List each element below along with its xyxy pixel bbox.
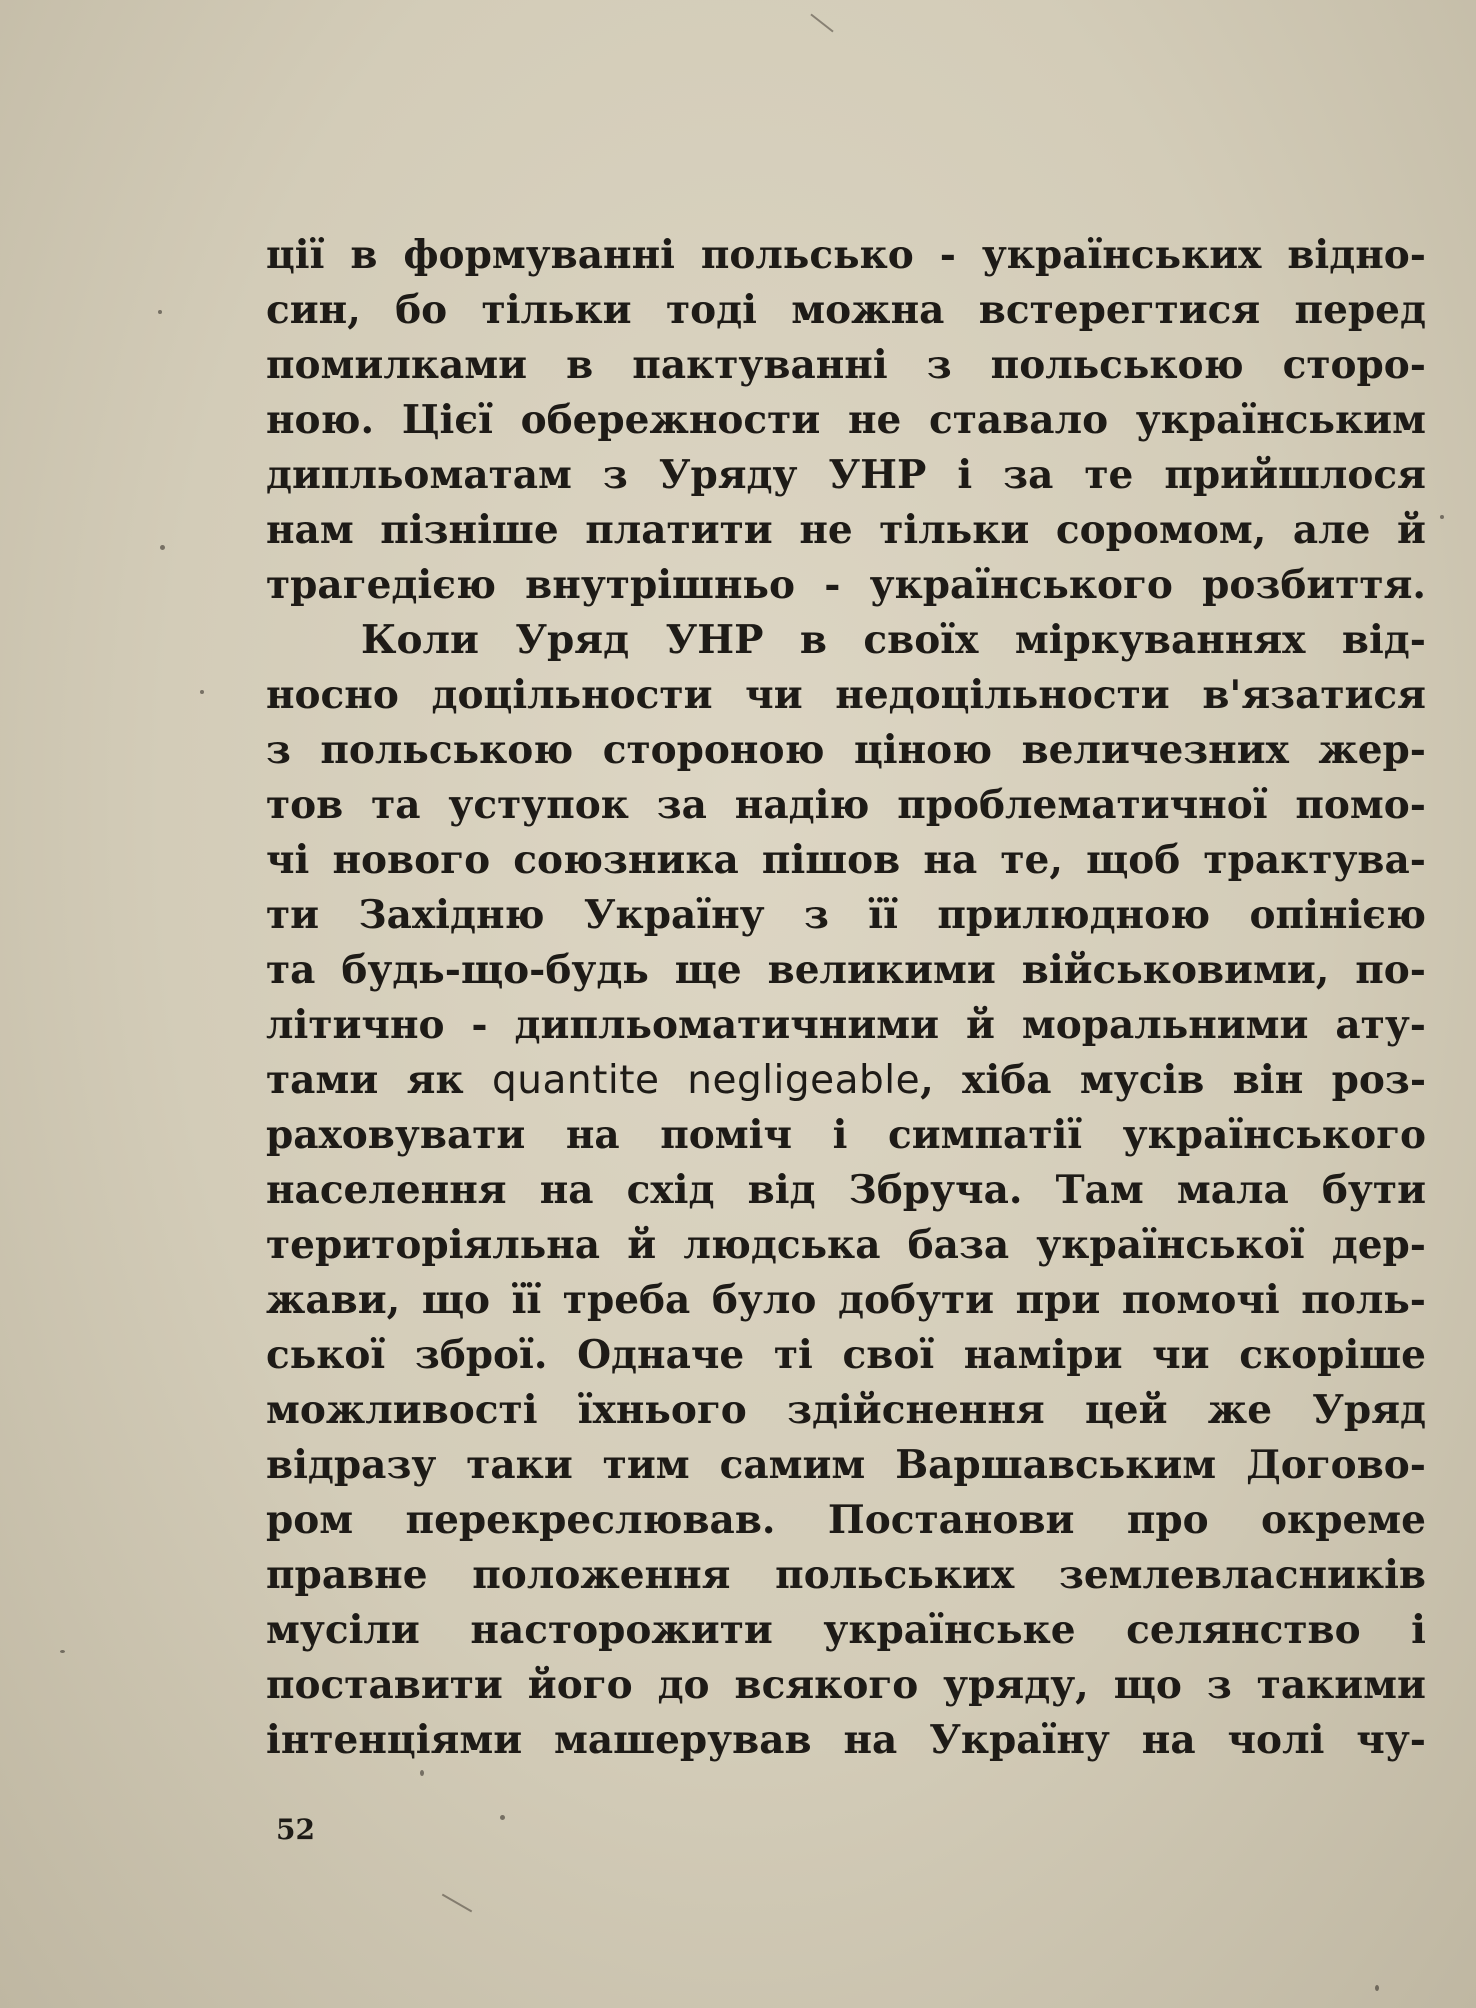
- foreign-phrase: quantite negligeable: [492, 1058, 921, 1103]
- scan-mark: [810, 14, 833, 33]
- text-line: тов та уступок за надію проблематичної помо-: [266, 782, 1426, 828]
- text-line: можливості їхнього здійснення цей же Уряд: [266, 1387, 1426, 1433]
- text-line: дипльоматам з Уряду УНР і за те прийшлося: [266, 452, 1426, 498]
- paragraph-start-line: Коли Уряд УНР в своїх міркуваннях від-: [361, 617, 1426, 663]
- text-line: нам пізніше платити не тільки соромом, але й: [266, 507, 1426, 553]
- scan-speck: [1440, 515, 1444, 519]
- text-line: ром перекреслював. Постанови про окреме: [266, 1497, 1426, 1543]
- text-line: з польською стороною ціною величезних жер-: [266, 727, 1426, 773]
- scan-speck: [500, 1815, 505, 1820]
- text-line: ти Західню Україну з її прилюдною опінією: [266, 892, 1426, 938]
- text-line: та будь-що-будь ще великими військовими, по-: [266, 947, 1426, 993]
- text-line: носно доцільности чи недоцільности в'язатися: [266, 672, 1426, 718]
- page-number: 52: [276, 1813, 315, 1846]
- text-line: трагедією внутрішньо - українського розбиття.: [266, 562, 1426, 608]
- body-text: [266, 228, 1426, 1768]
- text-segment: тами як: [266, 1057, 493, 1103]
- text-line: поставити його до всякого уряду, що з такими: [266, 1662, 1426, 1708]
- scan-speck: [200, 690, 204, 694]
- text-line: відразу таки тим самим Варшавським Догово-: [266, 1442, 1426, 1488]
- scan-speck: [420, 1770, 424, 1776]
- text-line: ської зброї. Одначе ті свої наміри чи скоріше: [266, 1332, 1426, 1378]
- scan-speck: [1375, 1985, 1379, 1991]
- text-line: син, бо тільки тоді можна встерегтися перед: [266, 287, 1426, 333]
- scan-speck: [60, 1650, 65, 1653]
- text-line: ною. Цієї обережности не ставало українським: [266, 397, 1426, 443]
- scan-speck: [160, 545, 165, 550]
- scan-mark: [442, 1894, 472, 1913]
- text-line-mixed: [266, 1053, 1426, 1108]
- text-line: правне положення польських землевласників: [266, 1552, 1426, 1598]
- text-line: жави, що її треба було добути при помочі поль-: [266, 1277, 1426, 1323]
- text-line: територіяльна й людська база української дер-: [266, 1222, 1426, 1268]
- text-line: помилками в пактуванні з польською сторо-: [266, 342, 1426, 388]
- text-line: чі нового союзника пішов на те, щоб трактува-: [266, 837, 1426, 883]
- text-line: населення на схід від Збруча. Там мала бути: [266, 1167, 1426, 1213]
- text-line: інтенціями машерував на Україну на чолі чу-: [266, 1717, 1426, 1763]
- text-line: раховувати на поміч і симпатії українського: [266, 1112, 1426, 1158]
- scan-speck: [158, 310, 162, 314]
- text-line: ції в формуванні польсько - українських відно-: [266, 232, 1426, 278]
- text-line: літично - дипльоматичними й моральними ату-: [266, 1002, 1426, 1048]
- text-line: мусіли насторожити українське селянство і: [266, 1607, 1426, 1653]
- text-segment: , хіба мусів він роз-: [920, 1057, 1427, 1103]
